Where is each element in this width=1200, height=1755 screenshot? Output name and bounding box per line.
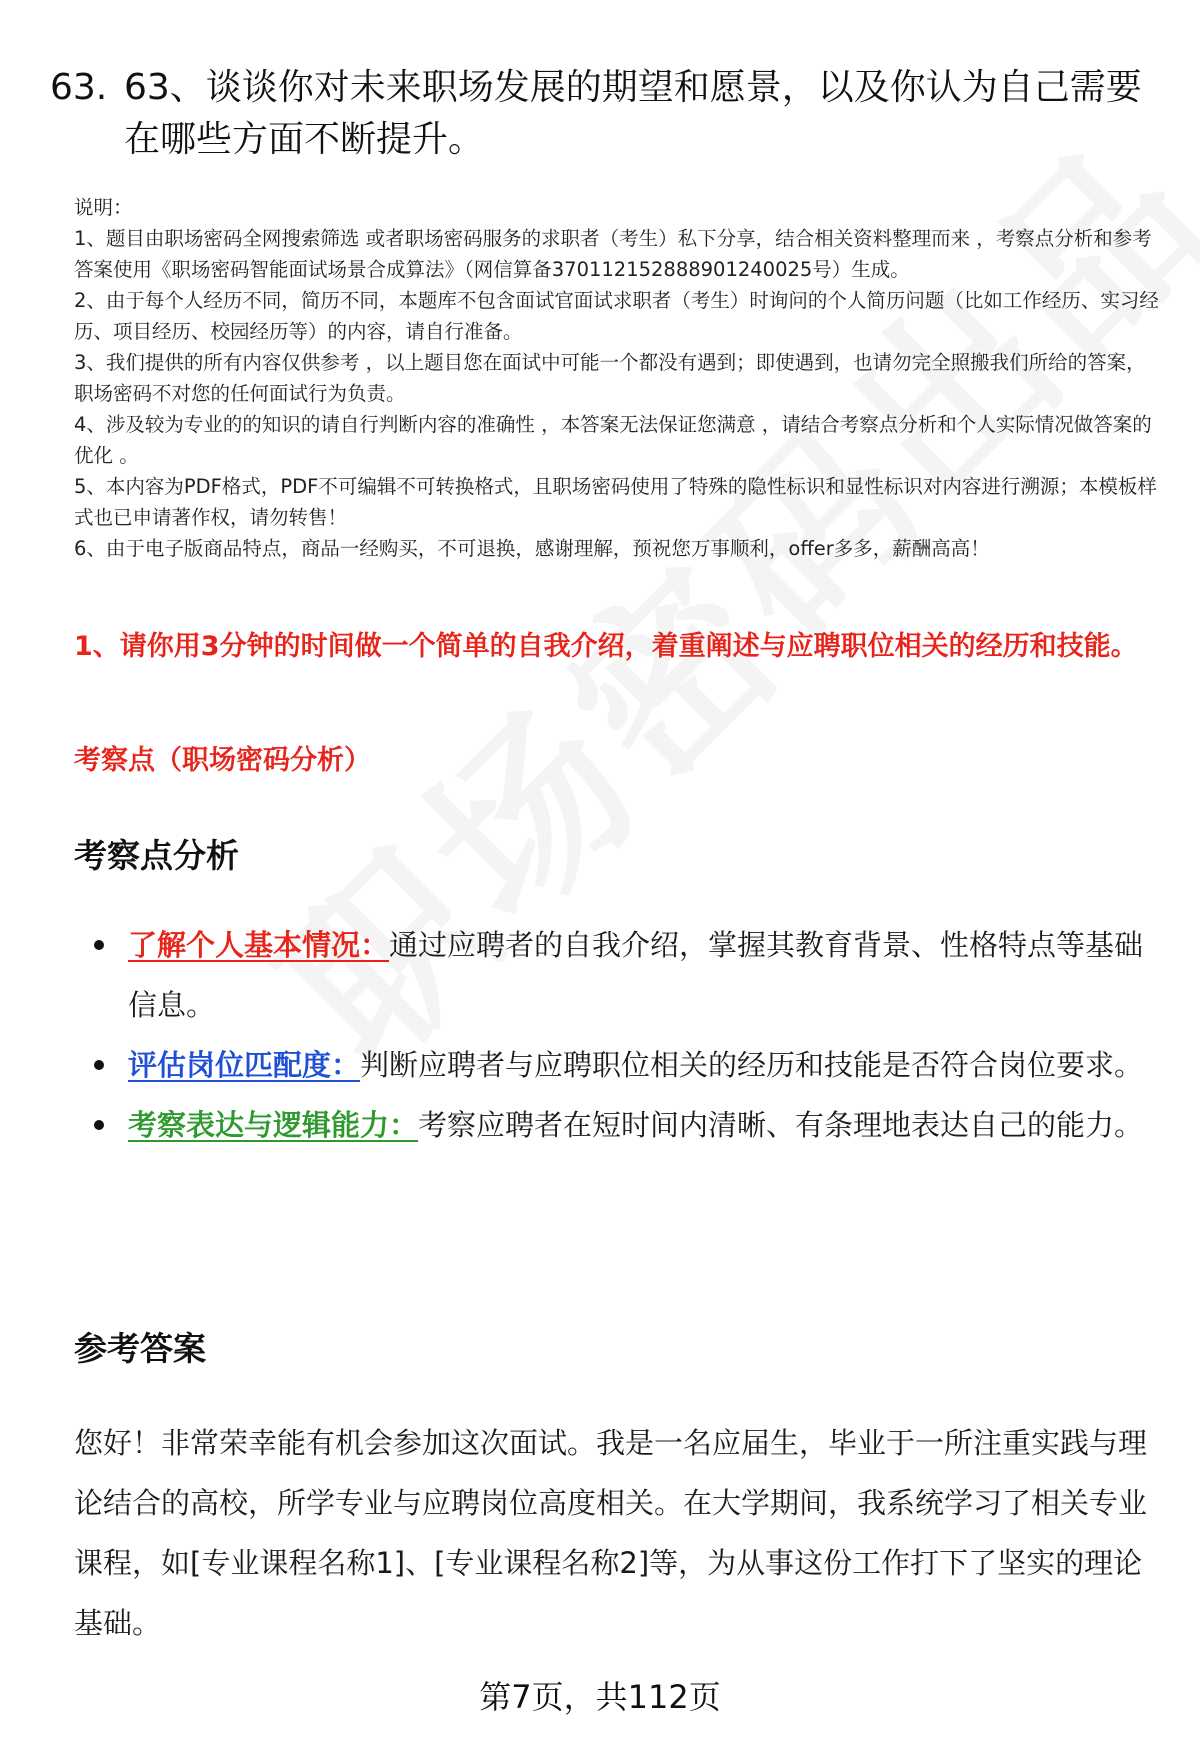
- analysis-heading: 考察点分析: [74, 836, 239, 875]
- note-item: 4、涉及较为专业的的知识的请自行判断内容的准确性 ，本答案无法保证您满意 ，请结合考察点分析和个人实际情况做答案的优化 。: [74, 413, 1152, 467]
- bullet-dot-icon: [94, 1120, 104, 1130]
- exam-point-label: 考察点（职场密码分析）: [74, 745, 371, 776]
- bullet-text: 考察应聘者在短时间内清晰、有条理地表达自己的能力。: [418, 1108, 1144, 1142]
- answer-text: 您好！非常荣幸能有机会参加这次面试。我是一名应届生，毕业于一所注重实践与理论结合的高校，所学专业与应聘岗位高度相关。在大学期间，我系统学习了相关专业课程，如[专业课程名称1]、[专业课程名称2]等，为从事这份工作打下了坚实的理论基础。: [74, 1426, 1148, 1640]
- page-footer: 第7页，共112页: [479, 1678, 721, 1716]
- note-item: 3、我们提供的所有内容仅供参考 ，以上题目您在面试中可能一个都没有遇到；即使遇到，也请勿完全照搬我们所给的答案，职场密码不对您的任何面试行为负责。: [74, 351, 1146, 405]
- answer-heading: 参考答案: [74, 1329, 206, 1368]
- bullet-text: 判断应聘者与应聘职位相关的经历和技能是否符合岗位要求。: [360, 1048, 1144, 1082]
- bullet-keyword: 了解个人基本情况：: [128, 928, 390, 962]
- disclaimer-notes: [74, 192, 1160, 564]
- bullet-keyword: 评估岗位匹配度：: [128, 1048, 361, 1082]
- question-title-text: 63、谈谈你对未来职场发展的期望和愿景，以及你认为自己需要在哪些方面不断提升。: [124, 67, 1142, 160]
- bullet-keyword: 考察表达与逻辑能力：: [128, 1108, 419, 1142]
- notes-heading: 说明：: [74, 196, 133, 219]
- note-item: 1、题目由职场密码全网搜索筛选 或者职场密码服务的求职者（考生）私下分享，结合相关资料整理而来 ，考察点分析和参考答案使用《职场密码智能面试场景合成算法》（网信算备370112152888901240025号）生成。: [74, 227, 1152, 281]
- question-number: 63.: [50, 67, 108, 108]
- list-item: [94, 1095, 1154, 1155]
- note-item: 5、本内容为PDF格式，PDF不可编辑不可转换格式，且职场密码使用了特殊的隐性标识和显性标识对内容进行溯源；本模板样式也已申请著作权，请勿转售！: [74, 475, 1157, 529]
- list-item: [94, 915, 1154, 1035]
- analysis-list: [94, 915, 1154, 1155]
- bullet-dot-icon: [94, 940, 104, 950]
- note-item: 2、由于每个人经历不同，简历不同，本题库不包含面试官面试求职者（考生）时询问的个人简历问题（比如工作经历、实习经历、项目经历、校园经历等）的内容，请自行准备。: [74, 289, 1159, 343]
- bullet-text: 通过应聘者的自我介绍，掌握其教育背景、性格特点等基础信息。: [128, 928, 1144, 1022]
- list-item: [94, 1035, 1154, 1095]
- bullet-dot-icon: [94, 1060, 104, 1070]
- question-title: [50, 62, 1160, 166]
- note-item: 6、由于电子版商品特点，商品一经购买，不可退换，感谢理解，预祝您万事顺利，offer多多，薪酬高高！: [74, 537, 990, 560]
- interview-question: 1、请你用3分钟的时间做一个简单的自我介绍，着重阐述与应聘职位相关的经历和技能。: [74, 631, 1138, 662]
